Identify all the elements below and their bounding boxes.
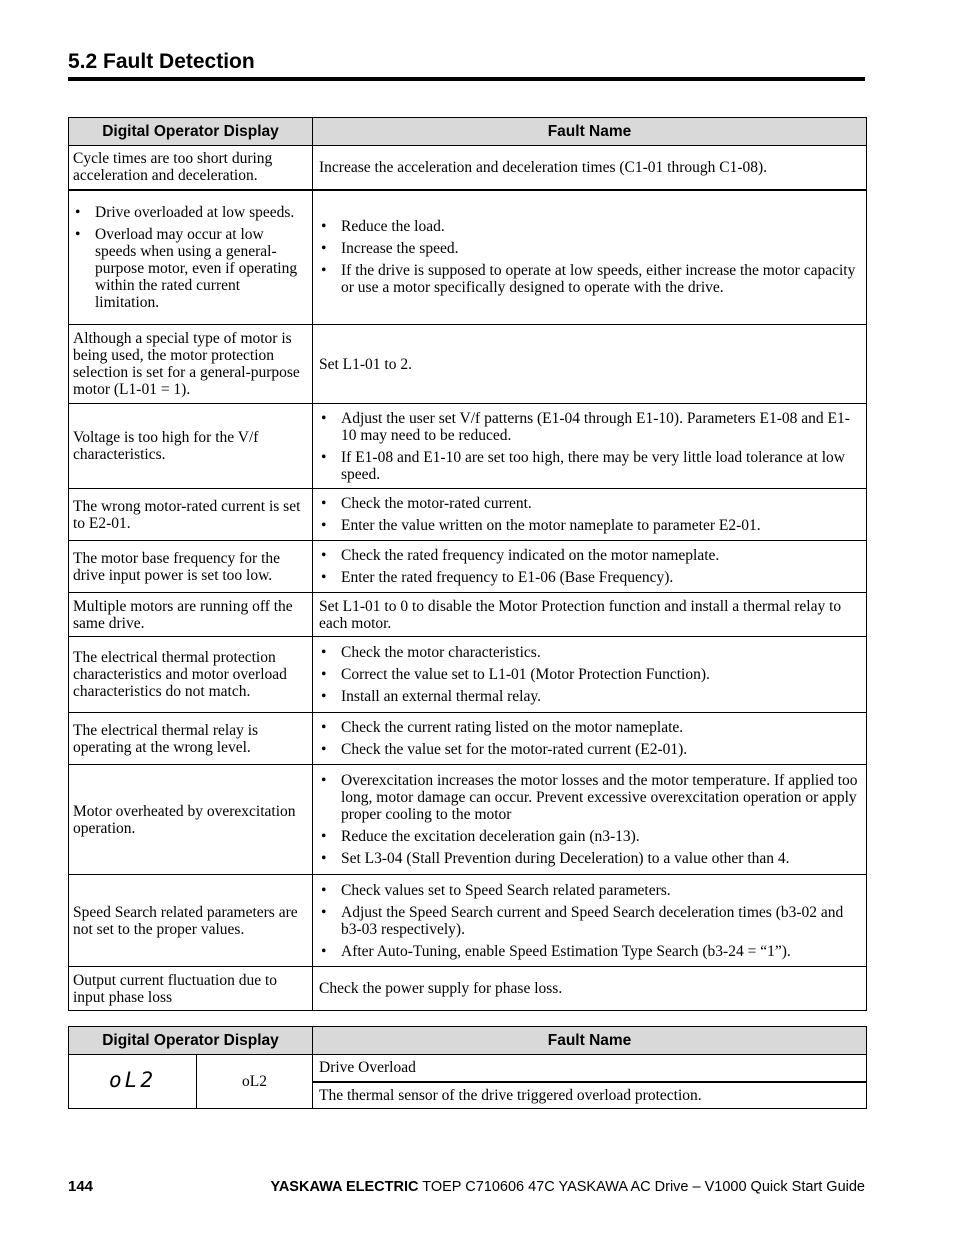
- remedy-cell: [313, 489, 867, 541]
- fault-description: The thermal sensor of the drive triggered overload protection.: [313, 1082, 867, 1109]
- list-item: • Reduce the excitation deceleration gain (n3-13).: [319, 828, 862, 845]
- remedy-cell: Set L1-01 to 0 to disable the Motor Protection function and install a thermal relay to each motor.: [313, 593, 867, 637]
- table-row: [69, 1055, 867, 1082]
- footer-doc-info: [271, 1179, 866, 1195]
- table-row: [69, 765, 867, 875]
- fault-name: Drive Overload: [313, 1055, 867, 1082]
- table-row: [69, 713, 867, 765]
- cause-cell: Motor overheated by overexcitation operation.: [69, 765, 313, 875]
- list-item: • Enter the value written on the motor nameplate to parameter E2-01.: [319, 517, 862, 534]
- footer-doc-title: TOEP C710606 47C YASKAWA AC Drive – V1000 Quick Start Guide: [418, 1179, 865, 1195]
- table-row: [69, 146, 867, 190]
- cause-cell: The electrical thermal protection characteristics and motor overload characteristics do not match.: [69, 637, 313, 713]
- list-item: • Correct the value set to L1-01 (Motor Protection Function).: [319, 666, 862, 683]
- cause-cell: [69, 190, 313, 325]
- table-row: [69, 325, 867, 404]
- header-fault-name: Fault Name: [313, 1027, 867, 1055]
- header-digital-operator-display: Digital Operator Display: [69, 1027, 313, 1055]
- cause-cell: The motor base frequency for the drive input power is set too low.: [69, 541, 313, 593]
- list-item: • If E1-08 and E1-10 are set too high, there may be very little load tolerance at low speed.: [319, 449, 862, 483]
- list-item: • Overexcitation increases the motor losses and the motor temperature. If applied too long, motor damage can occur. Prevent excessive overexcitation operation or apply proper cooling to the motor: [319, 772, 862, 823]
- table-row: [69, 489, 867, 541]
- table-row: [69, 404, 867, 489]
- remedy-cell: [313, 404, 867, 489]
- list-item: • Install an external thermal relay.: [319, 688, 862, 705]
- lcd-display: oL2: [109, 1068, 156, 1092]
- list-item: • Check the motor characteristics.: [319, 644, 862, 661]
- page-number: 144: [68, 1178, 94, 1195]
- list-item: • Check values set to Speed Search related parameters.: [319, 882, 862, 899]
- cause-cell: The wrong motor-rated current is set to E2-01.: [69, 489, 313, 541]
- list-item: • Set L3-04 (Stall Prevention during Deceleration) to a value other than 4.: [319, 850, 862, 867]
- fault-table-causes: [68, 117, 867, 1011]
- remedy-cell: [313, 541, 867, 593]
- section-title: 5.2 Fault Detection: [68, 50, 255, 73]
- list-item: • Reduce the load.: [319, 218, 862, 235]
- remedy-cell: Set L1-01 to 2.: [313, 325, 867, 404]
- remedy-list: [319, 719, 862, 758]
- cause-cell: Multiple motors are running off the same drive.: [69, 593, 313, 637]
- lcd-display-cell: [69, 1055, 197, 1109]
- remedy-cell: [313, 713, 867, 765]
- remedy-cell: Check the power supply for phase loss.: [313, 967, 867, 1011]
- fault-table-ol2: [68, 1026, 867, 1109]
- list-item: • Check the motor-rated current.: [319, 495, 862, 512]
- remedy-cell: [313, 765, 867, 875]
- list-item: • Check the current rating listed on the motor nameplate.: [319, 719, 862, 736]
- footer-brand: YASKAWA ELECTRIC: [270, 1179, 419, 1195]
- table-row: [69, 593, 867, 637]
- header-digital-operator-display: Digital Operator Display: [69, 118, 313, 146]
- list-item: • Overload may occur at low speeds when using a general-purpose motor, even if operating within the rated current limitation.: [73, 226, 308, 311]
- list-item: • After Auto-Tuning, enable Speed Estimation Type Search (b3-24 = “1”).: [319, 943, 862, 960]
- table-row: [69, 190, 867, 325]
- remedy-cell: [313, 190, 867, 325]
- fault-code: oL2: [197, 1055, 313, 1109]
- remedy-list: [319, 772, 862, 867]
- table-row: [69, 967, 867, 1011]
- list-item: • Check the rated frequency indicated on the motor nameplate.: [319, 547, 862, 564]
- list-item: • If the drive is supposed to operate at low speeds, either increase the motor capacity or use a motor specifically designed to operate with the drive.: [319, 262, 862, 296]
- cause-cell: Cycle times are too short during acceleration and deceleration.: [69, 146, 313, 190]
- cause-cell: The electrical thermal relay is operating at the wrong level.: [69, 713, 313, 765]
- cause-cell: Voltage is too high for the V/f characteristics.: [69, 404, 313, 489]
- cause-cell: Speed Search related parameters are not set to the proper values.: [69, 875, 313, 967]
- remedy-list: [319, 547, 862, 586]
- cause-cell: Output current fluctuation due to input phase loss: [69, 967, 313, 1011]
- remedy-list: [319, 410, 862, 483]
- list-item: • Drive overloaded at low speeds.: [73, 204, 308, 221]
- remedy-cell: [313, 637, 867, 713]
- table-row: [69, 541, 867, 593]
- cause-cell: Although a special type of motor is being used, the motor protection selection is set for a general-purpose motor (L1-01 = 1).: [69, 325, 313, 404]
- remedy-list: [319, 644, 862, 705]
- list-item: • Enter the rated frequency to E1-06 (Base Frequency).: [319, 569, 862, 586]
- header-fault-name: Fault Name: [313, 118, 867, 146]
- list-item: • Adjust the user set V/f patterns (E1-04 through E1-10). Parameters E1-08 and E1-10 may need to be reduced.: [319, 410, 862, 444]
- remedy-list: [319, 495, 862, 534]
- remedy-cell: Increase the acceleration and deceleration times (C1-01 through C1-08).: [313, 146, 867, 190]
- list-item: • Check the value set for the motor-rated current (E2-01).: [319, 741, 862, 758]
- remedy-list: [319, 882, 862, 960]
- list-item: • Adjust the Speed Search current and Speed Search deceleration times (b3-02 and b3-03 respectively).: [319, 904, 862, 938]
- title-rule: [68, 77, 865, 81]
- table-row: [69, 637, 867, 713]
- cause-list: [73, 204, 308, 311]
- list-item: • Increase the speed.: [319, 240, 862, 257]
- table-row: [69, 875, 867, 967]
- remedy-cell: [313, 875, 867, 967]
- remedy-list: [319, 218, 862, 296]
